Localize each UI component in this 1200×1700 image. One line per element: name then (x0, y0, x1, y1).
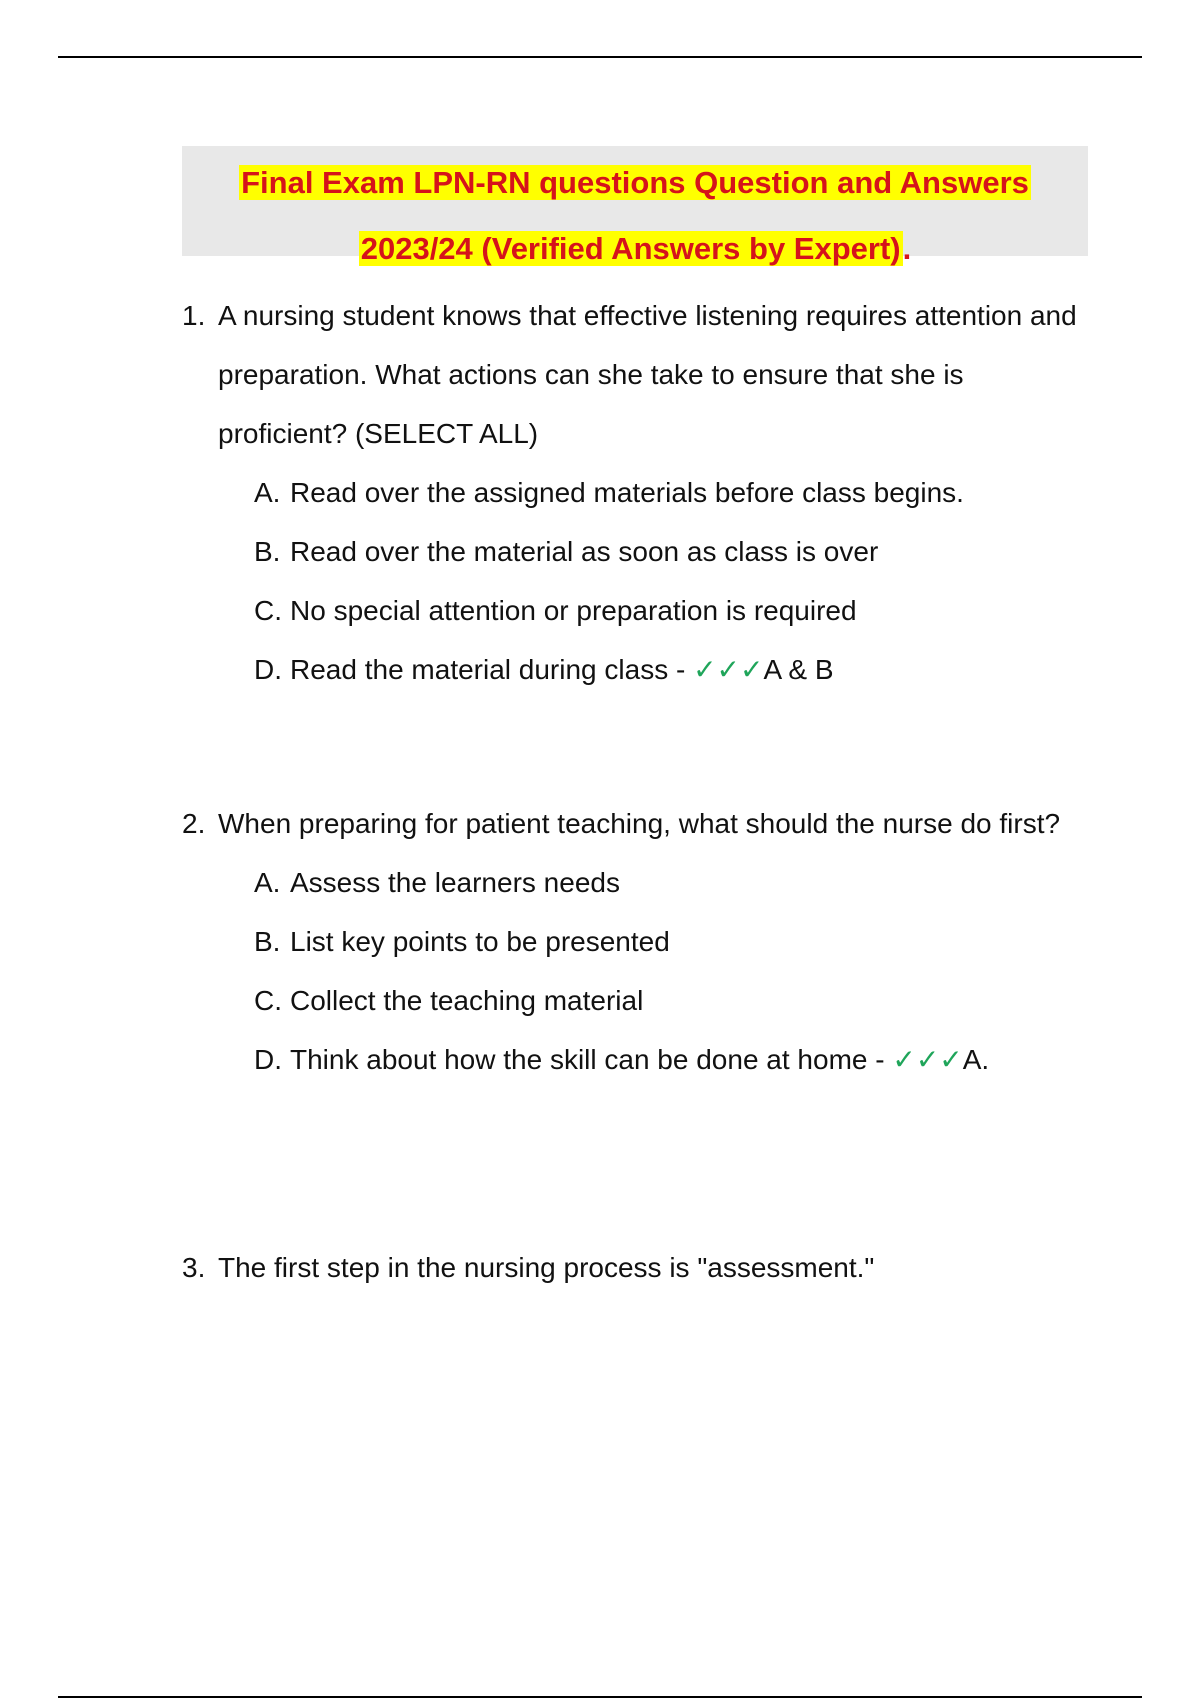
question-text: When preparing for patient teaching, what should the nurse do first? (218, 808, 1061, 839)
question-text: A nursing student knows that effective listening requires attention and preparation. What actions can she take to ensure that she is proficient? (SELECT ALL) (218, 300, 1077, 449)
title-line-2 (182, 216, 1088, 282)
title-line-1 (182, 150, 1088, 216)
option-a (254, 463, 1092, 522)
option-letter: B. (254, 536, 281, 567)
question-number: 1. (182, 300, 206, 331)
option-text: Read the material during class - (290, 654, 694, 685)
option-text: No special attention or preparation is required (290, 595, 857, 626)
option-letter: A. (254, 477, 281, 508)
title-text-1: Final Exam LPN-RN questions Question and Answers (241, 165, 1029, 200)
option-letter: C. (254, 985, 282, 1016)
answer-text: A. (962, 1044, 990, 1075)
question-3 (182, 1238, 1092, 1297)
option-a (254, 853, 1092, 912)
option-text: Think about how the skill can be done at home - (290, 1044, 893, 1075)
option-text: List key points to be presented (290, 926, 670, 957)
option-letter: B. (254, 926, 281, 957)
question-text: The first step in the nursing process is "assessment." (218, 1252, 875, 1283)
question-number: 3. (182, 1252, 206, 1283)
option-letter: A. (254, 867, 281, 898)
option-list (254, 463, 1092, 699)
option-letter: C. (254, 595, 282, 626)
checkmark-icon: ✓✓✓ (892, 1044, 963, 1075)
title-period: . (902, 231, 912, 266)
option-text: Assess the learners needs (290, 867, 620, 898)
title-text-2: 2023/24 (Verified Answers by Expert) (360, 231, 901, 266)
option-b (254, 912, 1092, 971)
option-c (254, 971, 1092, 1030)
top-divider (58, 56, 1142, 58)
title-banner (182, 146, 1088, 266)
option-letter: D. (254, 1044, 282, 1075)
option-d (254, 640, 1092, 699)
checkmark-icon: ✓✓✓ (693, 654, 764, 685)
option-text: Collect the teaching material (290, 985, 644, 1016)
option-b (254, 522, 1092, 581)
question-2 (182, 794, 1092, 1117)
option-d (254, 1030, 1092, 1089)
question-number: 2. (182, 808, 206, 839)
option-c (254, 581, 1092, 640)
option-letter: D. (254, 654, 282, 685)
bottom-divider (58, 1696, 1142, 1698)
option-list (254, 853, 1092, 1089)
option-text: Read over the material as soon as class is over (290, 536, 879, 567)
option-text: Read over the assigned materials before class begins. (290, 477, 964, 508)
answer-text: A & B (763, 654, 834, 685)
question-1 (182, 286, 1092, 727)
